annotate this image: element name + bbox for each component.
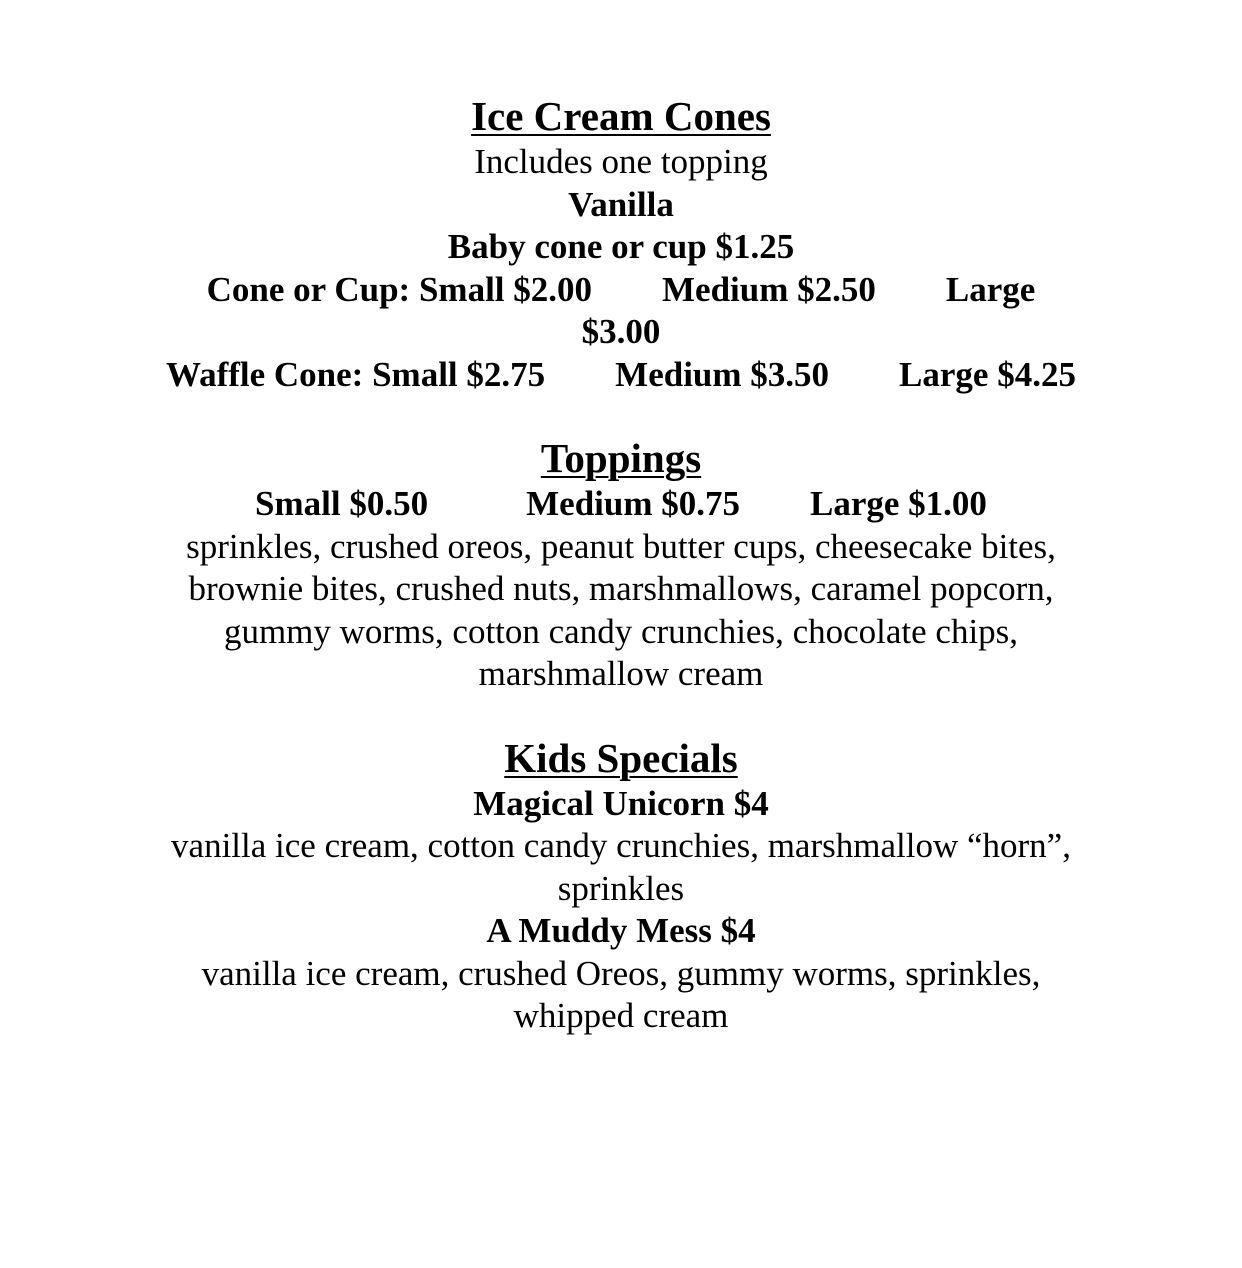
kids-specials-section — [121, 696, 1121, 1038]
waffle-medium-price: Medium $3.50 — [615, 354, 830, 394]
section-heading-kids: Kids Specials — [504, 734, 738, 781]
ice-cream-cones-section — [121, 0, 1121, 396]
topping-large-price: Large $1.00 — [810, 484, 987, 523]
toppings-section — [121, 396, 1121, 696]
flavor-label: Vanilla — [568, 184, 674, 224]
baby-cone-price: Baby cone or cup $1.25 — [447, 227, 795, 266]
kids-item-name: Magical Unicorn $4 — [473, 783, 769, 823]
kids-item-description: whipped cream — [513, 996, 729, 1035]
cone-cup-medium-price: Medium $2.50 — [662, 269, 876, 309]
kids-item-description: sprinkles — [557, 868, 685, 908]
kids-item-name: A Muddy Mess $4 — [486, 911, 756, 950]
topping-small-price: Small $0.50 — [255, 484, 429, 523]
cone-cup-small-price: Cone or Cup: Small $2.00 — [206, 269, 593, 309]
topping-list-line: marshmallow cream — [478, 654, 764, 693]
waffle-cone-prices — [121, 354, 1121, 397]
kids-item-description: vanilla ice cream, cotton candy crunchies, marshmallow “horn”, — [171, 826, 1071, 865]
topping-list-line: brownie bites, crushed nuts, marshmallows, caramel popcorn, — [188, 569, 1054, 608]
waffle-large-price: Large $4.25 — [899, 354, 1076, 394]
section-heading-cones: Ice Cream Cones — [471, 93, 771, 139]
kids-item-description: vanilla ice cream, crushed Oreos, gummy worms, sprinkles, — [201, 953, 1041, 993]
topping-list-line: gummy worms, cotton candy crunchies, chocolate chips, — [223, 611, 1019, 651]
cone-cup-large-price: $3.00 — [581, 312, 661, 351]
section-heading-toppings: Toppings — [540, 435, 702, 481]
topping-list-line: sprinkles, crushed oreos, peanut butter cups, cheesecake bites, — [186, 526, 1056, 566]
waffle-small-price: Waffle Cone: Small $2.75 — [166, 354, 546, 394]
topping-medium-price: Medium $0.75 — [526, 484, 741, 523]
cones-subtitle: Includes one topping — [474, 142, 768, 181]
cone-cup-prices — [121, 269, 1121, 312]
cone-cup-large-label: Large — [945, 269, 1036, 309]
topping-prices — [121, 483, 1121, 526]
